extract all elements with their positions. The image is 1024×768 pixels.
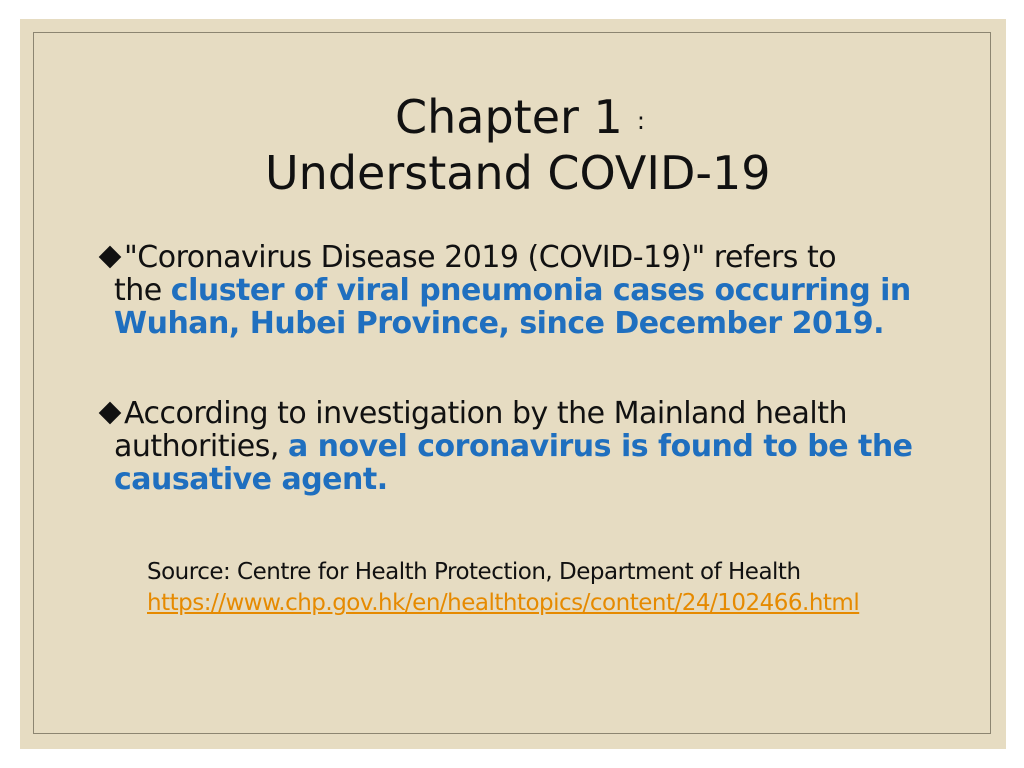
bullet-line <box>99 463 929 496</box>
bullet-highlight: causative agent. <box>114 462 388 497</box>
bullet-item <box>99 241 929 340</box>
title-chapter: Chapter 1 <box>395 90 623 144</box>
bullet-line <box>99 274 929 307</box>
bullet-text: authorities, <box>114 429 288 464</box>
bullet-text: "Coronavirus Disease 2019 (COVID-19)" refers to <box>124 240 837 275</box>
source-label: Source: Centre for Health Protection, Department of Health <box>147 559 801 585</box>
bullet-item <box>99 397 929 496</box>
title-line-1 <box>395 89 645 149</box>
bullet-line <box>99 241 929 274</box>
slide <box>20 19 1006 749</box>
diamond-bullet-icon <box>99 245 122 268</box>
diamond-bullet-icon <box>99 401 122 424</box>
bullet-text: the <box>114 273 171 308</box>
bullet-text: According to investigation by the Mainland health <box>124 396 847 431</box>
bullet-highlight: a novel coronavirus is found to be the <box>287 429 913 464</box>
bullet-highlight: cluster of viral pneumonia cases occurring in <box>170 273 911 308</box>
source-link[interactable]: https://www.chp.gov.hk/en/healthtopics/content/24/102466.html <box>147 590 860 616</box>
source-citation <box>147 557 859 619</box>
bullet-line <box>99 397 929 430</box>
bullet-line <box>99 430 929 463</box>
bullet-highlight: Wuhan, Hubei Province, since December 2019. <box>114 306 884 341</box>
title-line-2: Understand COVID-19 <box>265 146 771 200</box>
bullet-line <box>99 307 929 340</box>
title-colon: : <box>636 106 645 135</box>
